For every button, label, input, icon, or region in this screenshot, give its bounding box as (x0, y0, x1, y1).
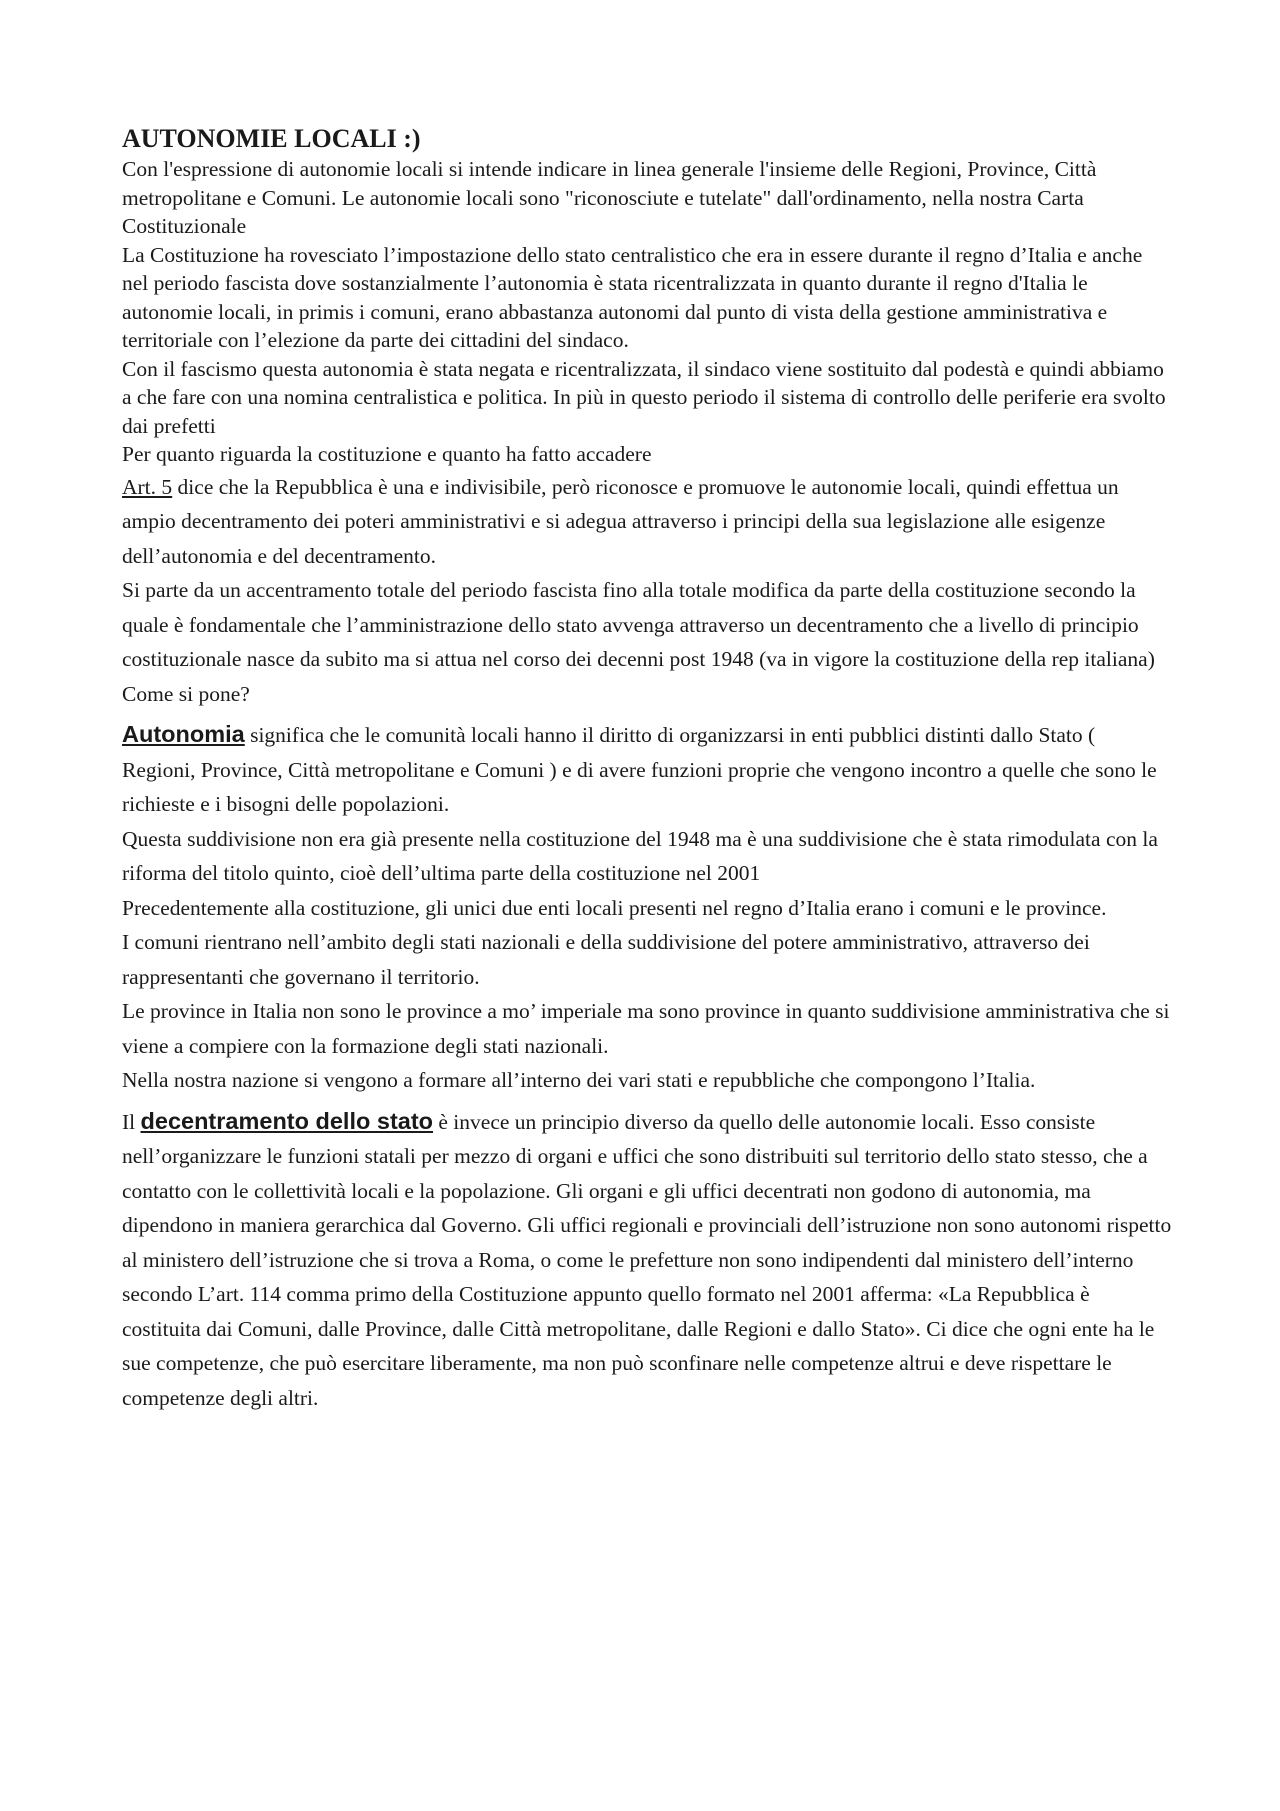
paragraph-definition: Con l'espressione di autonomie locali si intende indicare in linea generale l'insieme delle Regioni, Province, Città metropolitane e Comuni. Le autonomie locali sono "riconosciute e tutelate" dall'ordinamento, nella nostra Carta Costituzionale (122, 157, 1097, 238)
paragraph-question: Come si pone? (122, 681, 250, 706)
intro-block (122, 155, 1172, 469)
paragraph-art5 (122, 470, 1172, 574)
article-reference: Art. 5 (122, 474, 173, 499)
paragraph-comuni: I comuni rientrano nell’ambito degli stati nazionali e della suddivisione del potere amministrativo, attraverso dei rappresentanti che governano il territorio. (122, 930, 1090, 989)
term-autonomia: Autonomia (122, 721, 245, 747)
paragraph-art5-text: dice che la Repubblica è una e indivisibile, però riconosce e promuove le autonomie locali, quindi effettua un ampio decentramento dei poteri amministrativi e si adegua attraverso i principi della sua legislazione alle esigenze dell’autonomia e del decentramento. (122, 474, 1119, 568)
paragraph-costituzione-intro: Per quanto riguarda la costituzione e quanto ha fatto accadere (122, 442, 652, 466)
paragraph-accentramento: Si parte da un accentramento totale del periodo fascista fino alla totale modifica da parte della costituzione secondo la quale è fondamentale che l’amministrazione dello stato avvenga attraverso un decentramento che a livello di principio costituzionale nasce da subito ma si attua nel corso dei decenni post 1948 (va in vigore la costituzione della rep italiana) (122, 578, 1155, 671)
paragraph-suddivisione: Questa suddivisione non era già presente nella costituzione del 1948 ma è una suddivisione che è stata rimodulata con la riforma del titolo quinto, cioè dell’ultima parte della costituzione nel 2001 (122, 826, 1158, 885)
paragraph-autonomia-text: significa che le comunità locali hanno il diritto di organizzarsi in enti pubblici distinti dallo Stato ( Regioni, Province, Città metropolitane e Comuni ) e di avere funzioni proprie che vengono incontro a quelle che sono le richieste e i bisogni delle popolazioni. (122, 723, 1157, 816)
body-block (122, 470, 1172, 1416)
paragraph-decentramento (122, 1104, 1172, 1278)
paragraph-art114: secondo L’art. 114 comma primo della Costituzione appunto quello formato nel 2001 afferma: «La Repubblica è costituita dai Comuni, dalle Province, dalle Città metropolitane, dalle Regioni e dallo Stato». Ci dice che ogni ente ha le sue competenze, che può esercitare liberamente, ma non può sconfinare nelle competenze altrui e deve rispettare le competenze degli altri. (122, 1282, 1155, 1410)
document-page (122, 124, 1172, 1415)
term-decentramento: decentramento dello stato (140, 1107, 434, 1134)
paragraph-enti-locali: Precedentemente alla costituzione, gli unici due enti locali presenti nel regno d’Italia erano i comuni e le province. (122, 895, 1107, 920)
paragraph-province: Le province in Italia non sono le province a mo’ imperiale ma sono province in quanto suddivisione amministrativa che si viene a compiere con la formazione degli stati nazionali. (122, 999, 1170, 1058)
page-title: AUTONOMIE LOCALI :) (122, 124, 421, 153)
paragraph-decentramento-text: è invece un principio diverso da quello delle autonomie locali. Esso consiste nell’organizzare le funzioni statali per mezzo di organi e uffici che sono distribuiti sul territorio dello stato stesso, che a contatto con le collettività locali e la popolazione. Gli organi e gli uffici decentrati non godono di autonomia, ma dipendono in maniera gerarchica dal Governo. Gli uffici regionali e provinciali dell’istruzione non sono autonomi rispetto al ministero dell’istruzione che si trova a Roma, o come le prefetture non sono indipendenti dal ministero dell’interno (122, 1109, 1172, 1272)
paragraph-fascismo: Con il fascismo questa autonomia è stata negata e ricentralizzata, il sindaco viene sostituito dal podestà e quindi abbiamo a che fare con una nomina centralistica e politica. In più in questo periodo il sistema di controllo delle periferie era svolto dai prefetti (122, 356, 1166, 438)
paragraph-decentramento-prefix: Il (122, 1109, 141, 1134)
paragraph-costituzione: La Costituzione ha rovesciato l’impostazione dello stato centralistico che era in essere durante il regno d’Italia e anche nel periodo fascista dove sostanzialmente l’autonomia è stata ricentralizzata in quanto durante il regno d'Italia le autonomie locali, in primis i comuni, erano abbastanza autonomi dal punto di vista della gestione amministrativa e territoriale con l’elezione da parte dei cittadini del sindaco. (122, 242, 1143, 352)
paragraph-nazione: Nella nostra nazione si vengono a formare all’interno dei vari stati e repubbliche che compongono l’Italia. (122, 1068, 1036, 1092)
paragraph-autonomia (122, 717, 1172, 822)
